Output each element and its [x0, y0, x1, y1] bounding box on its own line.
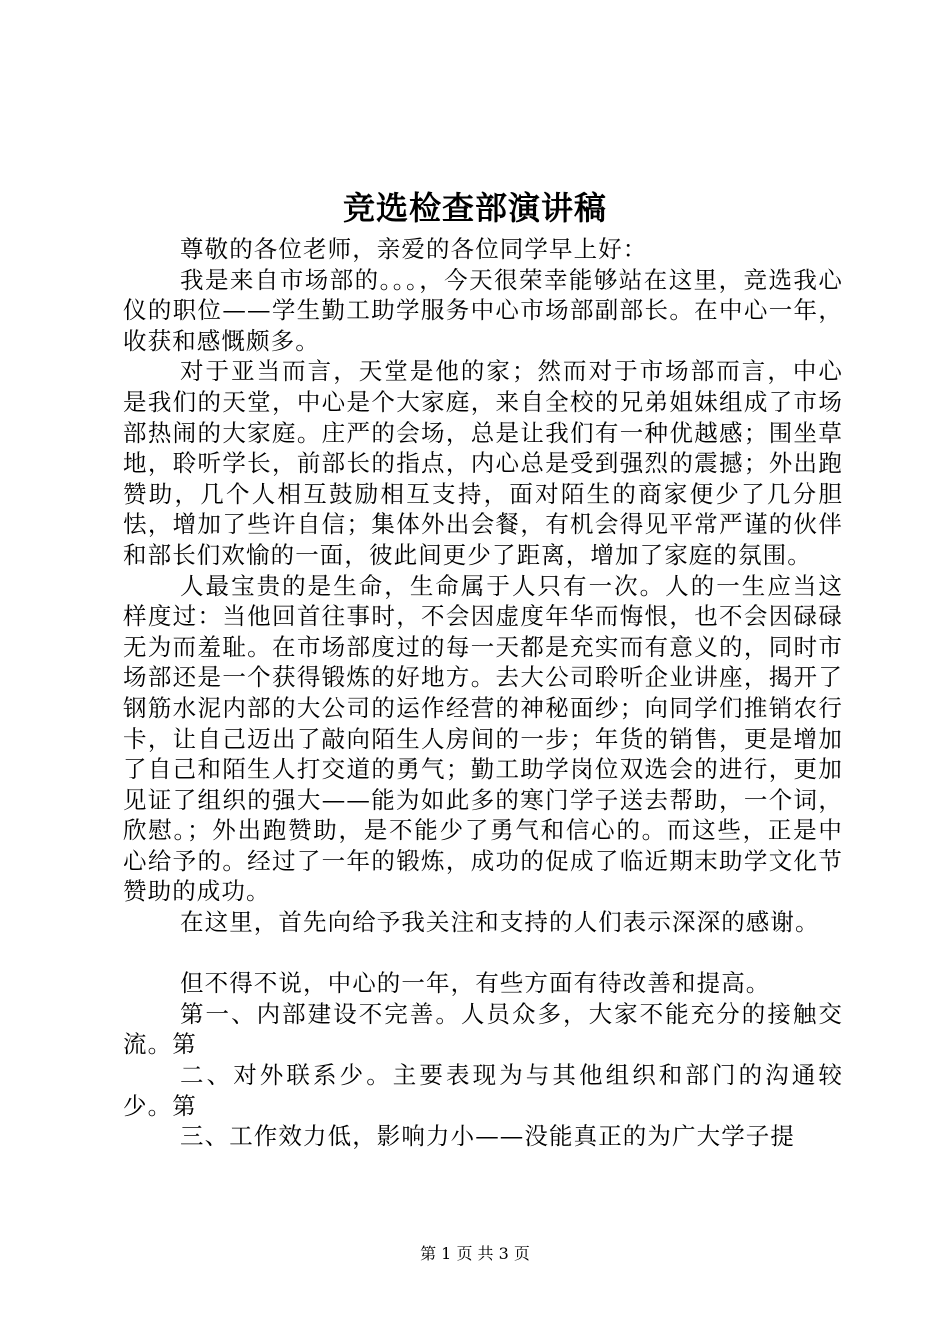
- paragraph-greeting: 尊敬的各位老师，亲爱的各位同学早上好：: [180, 235, 648, 263]
- paragraph-intro: 我是来自市场部的。。。，今天很荣幸能够站在这里，竞选我心仪的职位——学生勤工助学服务中心市场部副部长。在中心一年，收获和感慨颇多。: [123, 265, 843, 355]
- paragraph-life: 人最宝贵的是生命，生命属于人只有一次。人的一生应当这样度过：当他回首往事时，不会因虚度年华而悔恨，也不会因碌碌无为而羞耻。在市场部度过的每一天都是充实而有意义的，同时市场部还是一个获得锻炼的好地方。去大公司聆听企业讲座，揭开了钢筋水泥内部的大公司的运作经营的神秘面纱；向同学们推销农行卡，让自己迈出了敲向陌生人房间的一步；年货的销售，更是增加了自己和陌生人打交道的勇气；勤工助学岗位双选会的进行，更加见证了组织的强大——能为如此多的寒门学子送去帮助，一个词，欣慰。；外出跑赞助，是不能少了勇气和信心的。而这些，正是中心给予的。经过了一年的锻炼，成功的促成了临近期末助学文化节赞助的成功。: [123, 571, 843, 906]
- document-body: [123, 234, 843, 1152]
- document-title: 竞选检查部演讲稿: [342, 189, 607, 227]
- paragraph-thanks: 在这里，首先向给予我关注和支持的人们表示深深的感谢。: [180, 908, 820, 937]
- page-number-footer: 第 1 页 共 3 页: [420, 1244, 530, 1263]
- paragraph-point-three: 三、工作效力低，影响力小——没能真正的为广大学子提: [180, 1122, 795, 1151]
- paragraph-point-two: 二、对外联系少。主要表现为与其他组织和部门的沟通较少。第: [123, 1061, 843, 1120]
- paragraph-improvement: 但不得不说，中心的一年，有些方面有待改善和提高。: [180, 969, 771, 998]
- paragraph-point-one: 第一、内部建设不完善。人员众多，大家不能充分的接触交流。第: [123, 999, 843, 1059]
- paragraph-family: 对于亚当而言，天堂是他的家；然而对于市场部而言，中心是我们的天堂，中心是个大家庭，来自全校的兄弟姐妹组成了市场部热闹的大家庭。庄严的会场，总是让我们有一种优越感；围坐草地，聆听学长，前部长的指点，内心总是受到强烈的震撼；外出跑赞助，几个人相互鼓励相互支持，面对陌生的商家便少了几分胆怯，增加了些许自信；集体外出会餐，有机会得见平常严谨的伙伴和部长们欢愉的一面，彼此间更少了距离，增加了家庭的氛围。: [123, 357, 843, 569]
